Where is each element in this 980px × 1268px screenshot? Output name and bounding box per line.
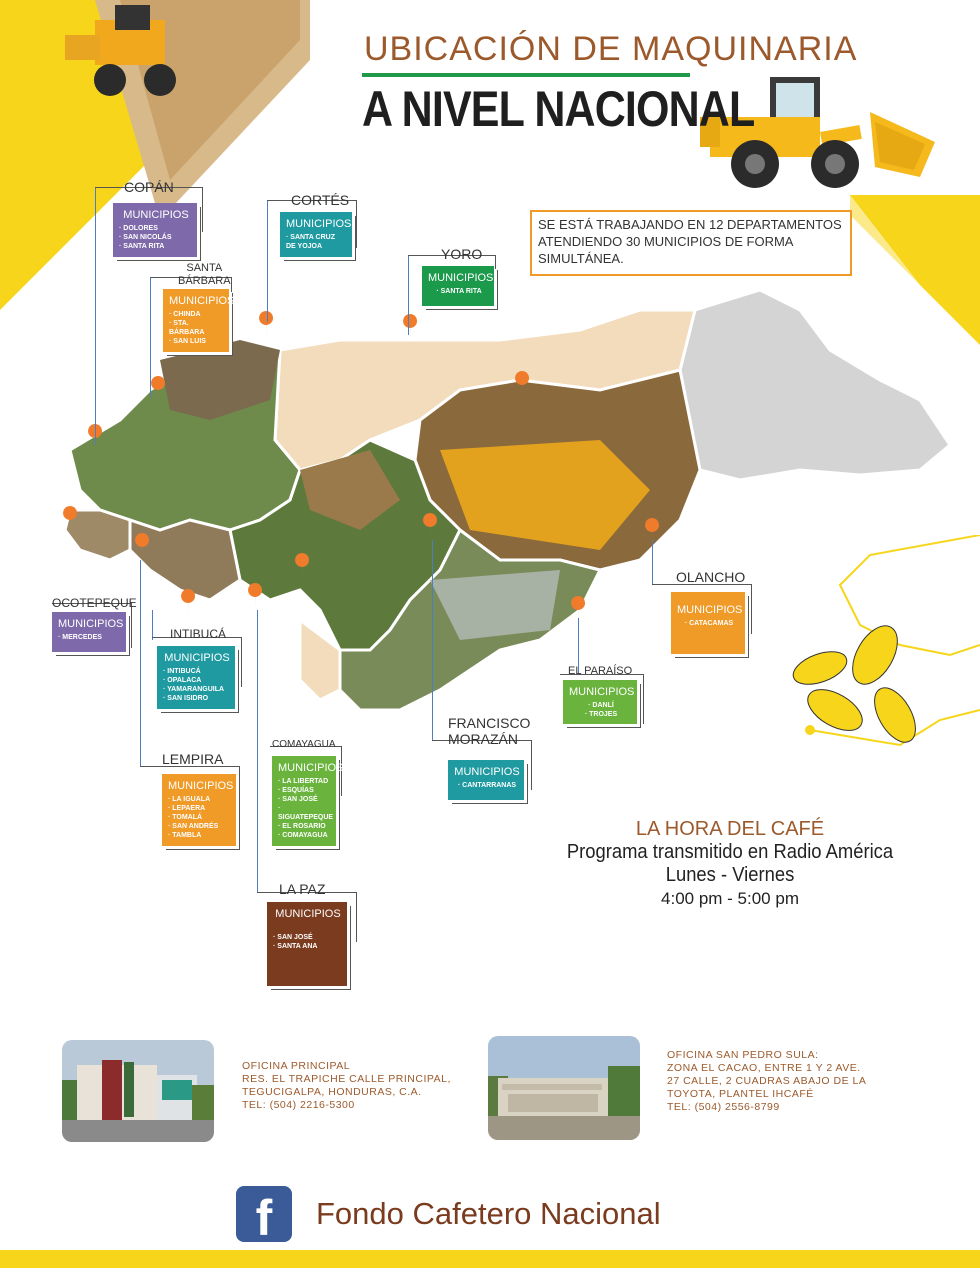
dept-olancho: OLANCHO [676, 569, 746, 585]
page-title-line2: A NIVEL NACIONAL [362, 81, 755, 137]
list-item: · INTIBUCÁ [163, 668, 201, 675]
office-line: TEL: (504) 2216-5300 [242, 1099, 355, 1111]
lempira-leader [140, 560, 141, 766]
list-item: · MERCEDES [58, 634, 102, 641]
list-item: · CATACAMAS [684, 620, 734, 627]
sps-office-address [667, 1049, 866, 1114]
radio-time: 4:00 pm - 5:00 pm [661, 889, 799, 908]
card-header: MUNICIPIOS [677, 604, 743, 616]
list-item: · EL ROSARIO [278, 823, 326, 830]
sps-office-photo [488, 1036, 640, 1140]
card-header: MUNICIPIOS [278, 762, 344, 774]
list-item: · SANTA RITA [436, 288, 482, 295]
facebook-page-name[interactable]: Fondo Cafetero Nacional [316, 1196, 661, 1231]
olancho-leader [652, 540, 653, 584]
dept-el-paraiso: EL PARAÍSO [568, 665, 633, 677]
list-item: · SIGUATEPEQUE [278, 805, 334, 821]
list-item: · DOLORES [119, 225, 158, 232]
ocotepeque-card [52, 612, 126, 652]
intibuca-leader [152, 610, 153, 640]
fco-morazan-card [448, 760, 524, 800]
list-item: · OPALACA [163, 677, 202, 684]
dept-ocotepeque: OCOTEPEQUE [52, 596, 137, 610]
list-item: · TROJES [584, 711, 618, 718]
title-divider [362, 73, 690, 77]
dept-yoro: YORO [441, 246, 483, 262]
bottom-bar [0, 1250, 980, 1268]
list-item: · SANTA ANA [273, 943, 318, 950]
office-line: ZONA EL CACAO, ENTRE 1 Y 2 AVE. [667, 1062, 861, 1074]
list-item: · CANTARRANAS [457, 782, 517, 789]
top-left-decoration [0, 0, 310, 310]
radio-station: Programa transmitido en Radio América [566, 841, 894, 863]
cortes-card [280, 212, 352, 257]
list-item: · SAN JOSÉ [273, 934, 313, 941]
card-header: MUNICIPIOS [168, 780, 234, 792]
dept-santa-barbara [178, 262, 231, 288]
office-line: TEGUCIGALPA, HONDURAS, C.A. [242, 1086, 422, 1098]
list-item: · TOMALÁ [168, 814, 203, 821]
office-line: RES. EL TRAPICHE CALLE PRINCIPAL, [242, 1073, 451, 1085]
card-header: MUNICIPIOS [164, 652, 230, 664]
list-item: · TAMBLA [168, 832, 202, 839]
radio-program [530, 818, 930, 909]
list-item: · STA. BÁRBARA [169, 320, 205, 336]
main-office-photo [62, 1040, 214, 1142]
olancho-card [671, 592, 745, 654]
list-item: · CHINDA [169, 311, 201, 318]
list-item: · SAN LUIS [169, 338, 206, 345]
office-line: TEL: (504) 2556-8799 [667, 1101, 780, 1113]
dept-intibuca: INTIBUCÁ [170, 627, 227, 641]
list-item: · ESQUÍAS [278, 787, 314, 794]
la-paz-card [267, 902, 347, 986]
dept-francisco-morazan [448, 715, 530, 747]
list-item: · COMAYAGUA [278, 832, 328, 839]
card-header: MUNICIPIOS [569, 686, 635, 698]
main-office-address [242, 1060, 451, 1112]
facebook-icon[interactable]: f [236, 1186, 292, 1242]
fco-morazan-leader [432, 540, 433, 740]
office-line: TOYOTA, PLANTEL IHCAFÉ [667, 1088, 814, 1100]
radio-title: LA HORA DEL CAFÉ [635, 818, 825, 840]
dept-cortes: CORTÉS [291, 192, 350, 208]
dept-name-line1: FRANCISCO [448, 715, 531, 731]
card-header: MUNICIPIOS [428, 272, 494, 284]
list-item: · DANLÍ [588, 702, 614, 709]
list-item: · SAN NICOLÁS [119, 234, 172, 241]
list-item: · LEPAERA [168, 805, 206, 812]
dept-la-paz: LA PAZ [279, 881, 326, 897]
list-item: · LA IGUALA [168, 796, 211, 803]
page-title-line1: UBICACIÓN DE MAQUINARIA [364, 30, 858, 68]
card-header: MUNICIPIOS [58, 618, 124, 630]
list-item: · SAN ISIDRO [163, 695, 209, 702]
list-item: · SAN JOSÉ [278, 796, 318, 803]
list-item: · SAN ANDRÉS [168, 823, 219, 830]
radio-days: Lunes - Viernes [665, 864, 795, 886]
comayagua-card [272, 756, 344, 846]
notice-box: SE ESTÁ TRABAJANDO EN 12 DEPARTAMENTOS ATENDIENDO 30 MUNICIPIOS DE FORMA SIMULTÁNEA. [530, 210, 852, 276]
dept-comayagua: COMAYAGUA [272, 739, 336, 750]
office-line: OFICINA PRINCIPAL [242, 1060, 351, 1072]
list-item: · YAMARANGUILA [163, 686, 225, 693]
dept-name-line2: MORAZÁN [448, 731, 518, 747]
lempira-card [162, 774, 236, 846]
dept-name-line2: BÁRBARA [178, 275, 231, 287]
card-header: MUNICIPIOS [123, 209, 189, 221]
list-item: DE YOJOA [286, 243, 323, 250]
el-paraiso-card [563, 680, 637, 724]
santa-barbara-card [163, 289, 235, 352]
list-item: · SANTA CRUZ [286, 234, 335, 241]
office-line: 27 CALLE, 2 CUADRAS ABAJO DE LA [667, 1075, 867, 1087]
yoro-card [422, 266, 494, 306]
list-item: · LA LIBERTAD [278, 778, 329, 785]
card-header: MUNICIPIOS [286, 218, 352, 230]
dept-name-line1: SANTA [186, 262, 223, 274]
card-header: MUNICIPIOS [275, 908, 341, 920]
card-header: MUNICIPIOS [169, 295, 235, 307]
card-header: MUNICIPIOS [454, 766, 520, 778]
list-item: · SANTA RITA [119, 243, 165, 250]
intibuca-card [157, 646, 235, 709]
dept-copan: COPÁN [124, 179, 174, 195]
la-paz-leader [257, 610, 258, 892]
dept-lempira: LEMPIRA [162, 751, 224, 767]
office-line: OFICINA SAN PEDRO SULA: [667, 1049, 819, 1061]
copan-card [113, 203, 197, 257]
